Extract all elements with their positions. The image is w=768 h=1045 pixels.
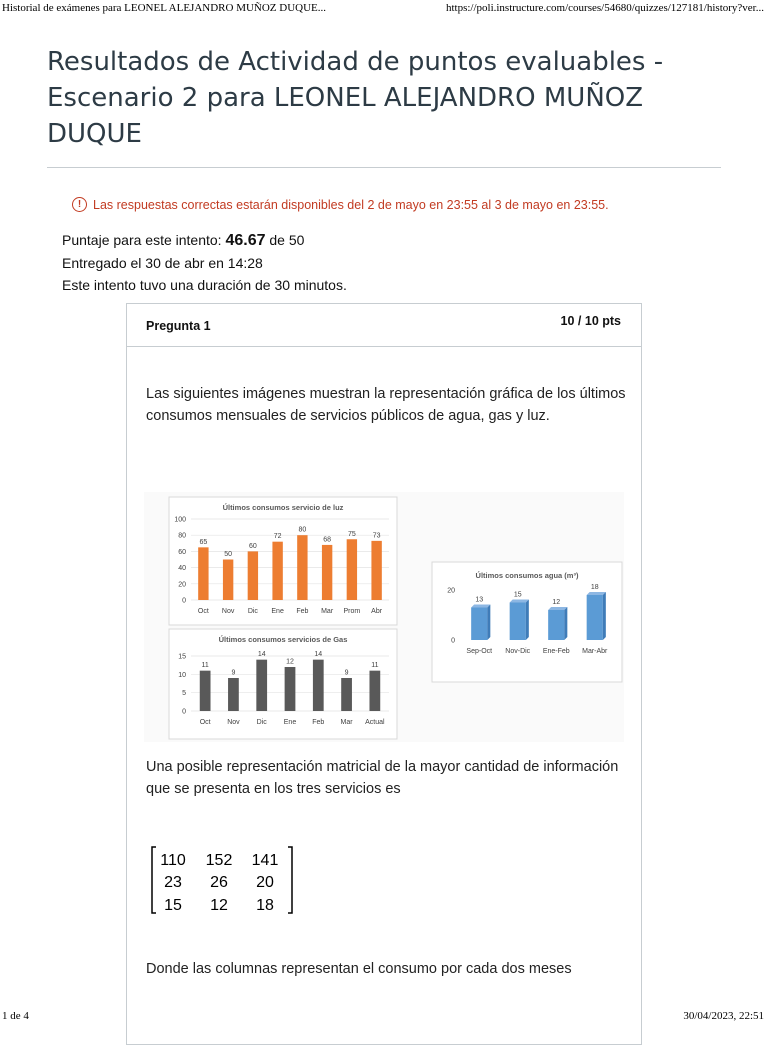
bar xyxy=(223,560,233,601)
x-tick-label: Dic xyxy=(247,608,258,615)
matrix-cell: 152 xyxy=(205,852,233,869)
chart-title: Últimos consumos servicio de luz xyxy=(222,503,344,512)
question-intro: Las siguientes imágenes muestran la representación gráfica de los últimos consumos mensuales de servicios públicos de agua, gas y luz. xyxy=(146,386,626,424)
y-tick-label: 100 xyxy=(174,516,186,524)
page-title-line-3: DUQUE xyxy=(47,119,142,149)
question-footer-text: Donde las columnas representan el consumo por cada dos meses xyxy=(146,961,572,977)
y-tick-label: 10 xyxy=(178,671,186,679)
x-tick-label: Sep-Oct xyxy=(466,648,493,655)
submitted-date: Entregado el 30 de abr en 14:28 xyxy=(62,255,263,271)
matrix-cell: 110 xyxy=(160,852,186,869)
x-tick-label: Ene xyxy=(271,608,284,615)
matrix-cell: 15 xyxy=(164,897,182,914)
y-tick-label: 20 xyxy=(178,581,186,589)
matrix-cell: 23 xyxy=(164,874,182,891)
score-label: Puntaje para este intento: xyxy=(62,232,226,248)
y-tick-label: 15 xyxy=(178,653,186,661)
bar-side xyxy=(487,605,490,641)
data-label: 72 xyxy=(273,533,282,541)
data-label: 75 xyxy=(347,530,356,538)
score-total: de 50 xyxy=(265,232,305,248)
x-tick-label: Actual xyxy=(365,719,385,726)
data-label: 11 xyxy=(201,662,209,670)
y-tick-label: 5 xyxy=(182,690,186,698)
y-tick-label: 60 xyxy=(178,548,186,556)
score-line xyxy=(62,229,347,252)
data-label: 80 xyxy=(298,526,307,534)
page-footer-right: 30/04/2023, 22:51 xyxy=(683,1010,764,1022)
y-tick-label: 0 xyxy=(451,637,455,645)
x-tick-label: Prom xyxy=(343,608,361,615)
data-label: 12 xyxy=(552,599,561,606)
matrix-right-bracket xyxy=(288,847,292,913)
x-tick-label: Mar-Abr xyxy=(582,648,608,655)
x-tick-label: Nov xyxy=(227,719,240,726)
bar xyxy=(198,547,208,600)
data-label: 14 xyxy=(314,651,323,659)
x-tick-label: Oct xyxy=(199,719,211,726)
matrix-cell: 18 xyxy=(256,897,274,914)
y-tick-label: 80 xyxy=(178,532,186,540)
bar xyxy=(341,678,352,711)
data-label: 9 xyxy=(344,669,349,677)
y-tick-label: 20 xyxy=(447,587,455,595)
x-tick-label: Nov xyxy=(221,608,235,615)
bar xyxy=(347,539,357,600)
matrix-cell: 20 xyxy=(256,874,274,891)
chart-luz xyxy=(169,497,397,625)
matrix-cell: 141 xyxy=(251,852,279,869)
page-footer-left: 1 de 4 xyxy=(2,1010,29,1022)
bar xyxy=(272,542,282,600)
matrix-svg xyxy=(149,844,309,916)
bar-top xyxy=(548,607,567,610)
x-tick-label: Ene xyxy=(283,719,297,726)
warning-circle-icon: ! xyxy=(72,197,87,212)
bar xyxy=(297,535,307,600)
x-tick-label: Abr xyxy=(371,608,383,615)
y-tick-label: 40 xyxy=(178,565,186,573)
bar-side xyxy=(603,592,606,640)
question-name: Pregunta 1 xyxy=(146,319,211,333)
page-title-line-1: Resultados de Actividad de puntos evaluables - xyxy=(47,47,664,77)
consumption-charts-image xyxy=(144,492,624,742)
data-label: 73 xyxy=(372,532,381,540)
data-label: 60 xyxy=(248,542,257,550)
title-divider xyxy=(47,167,721,168)
charts-svg xyxy=(144,492,624,742)
bar xyxy=(548,610,564,640)
data-label: 18 xyxy=(590,584,599,591)
page-title xyxy=(47,44,727,152)
x-tick-label: Dic xyxy=(256,719,267,726)
data-label: 68 xyxy=(323,536,332,544)
answer-matrix xyxy=(149,844,309,921)
print-header-url: https://poli.instructure.com/courses/54680/quizzes/127181/history?ver... xyxy=(445,2,764,14)
attempt-summary xyxy=(62,229,347,296)
y-tick-label: 0 xyxy=(182,708,186,716)
bar xyxy=(371,541,381,600)
notice-text: Las respuestas correctas estarán disponibles del 2 de mayo en 23:55 al 3 de mayo en 23:55. xyxy=(93,197,609,212)
page-title-line-2: Escenario 2 para LEONEL ALEJANDRO MUÑOZ xyxy=(47,83,644,113)
bar-top xyxy=(471,605,490,608)
bar-side xyxy=(564,607,567,640)
bar xyxy=(471,608,487,641)
bar xyxy=(322,545,332,600)
x-tick-label: Feb xyxy=(312,719,325,726)
question-points: 10 / 10 pts xyxy=(560,314,621,328)
chart-title: Últimos consumos agua (m³) xyxy=(475,571,579,580)
bar xyxy=(313,660,324,711)
data-label: 15 xyxy=(513,591,522,599)
bar xyxy=(587,595,603,640)
bar xyxy=(228,678,239,711)
bar xyxy=(200,671,211,711)
bar-side xyxy=(526,600,529,641)
bar xyxy=(285,667,296,711)
print-header xyxy=(0,0,768,20)
x-tick-label: Ene-Feb xyxy=(542,648,570,655)
data-label: 11 xyxy=(371,662,379,670)
bar-top xyxy=(587,592,606,595)
matrix-left-bracket xyxy=(152,847,156,913)
bar xyxy=(248,551,258,600)
bar xyxy=(510,603,526,641)
x-tick-label: Mar xyxy=(340,719,353,726)
data-label: 14 xyxy=(257,651,266,659)
data-label: 65 xyxy=(199,538,208,546)
question-card xyxy=(126,303,642,1045)
bar xyxy=(369,671,380,711)
x-tick-label: Mar xyxy=(321,608,334,615)
print-header-title: Historial de exámenes para LEONEL ALEJANDRO MUÑOZ DUQUE... xyxy=(2,2,327,14)
answers-availability-notice xyxy=(72,197,609,212)
data-label: 9 xyxy=(231,669,236,677)
matrix-cell: 12 xyxy=(210,897,228,914)
x-tick-label: Nov-Dic xyxy=(505,648,531,655)
score-value: 46.67 xyxy=(225,232,266,249)
x-tick-label: Feb xyxy=(296,608,309,615)
attempt-duration: Este intento tuvo una duración de 30 minutos. xyxy=(62,277,347,293)
question-header xyxy=(127,304,641,347)
data-label: 12 xyxy=(286,658,294,666)
chart-agua xyxy=(432,562,622,682)
bar xyxy=(256,660,267,711)
data-label: 50 xyxy=(224,551,233,558)
chart-gas xyxy=(169,629,397,739)
question-prompt: Una posible representación matricial de la mayor cantidad de información que se presenta en los tres servicios es xyxy=(146,759,619,797)
matrix-cell: 26 xyxy=(210,874,228,891)
x-tick-label: Oct xyxy=(197,608,209,615)
y-tick-label: 0 xyxy=(182,597,186,605)
bar-top xyxy=(510,600,529,603)
chart-title: Últimos consumos servicios de Gas xyxy=(218,635,348,644)
data-label: 13 xyxy=(475,596,484,604)
